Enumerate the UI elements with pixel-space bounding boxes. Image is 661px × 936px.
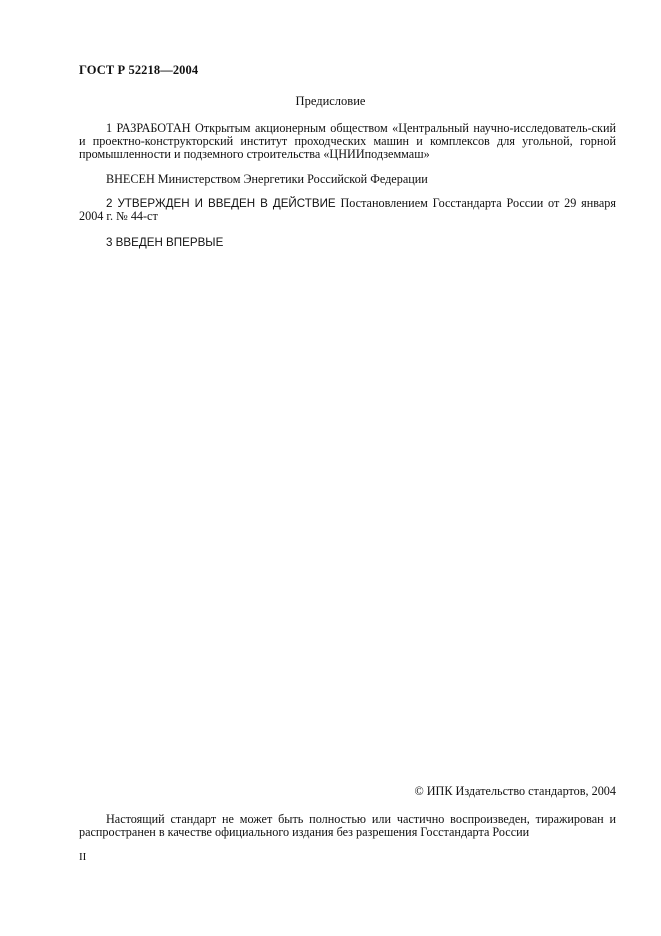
paragraph-text: Открытым акционерным обществом «Центральный научно-исследователь-ский и проектно-конструкторский институт проходческих машин и комплексов для угольной, горной промышленности и подземного строительства «ЦНИИподземмаш» — [79, 121, 616, 161]
paragraph-lead: 2 УТВЕРЖДЕН И ВВЕДЕН В ДЕЙСТВИЕ — [106, 197, 336, 210]
paragraph-submitted-by — [79, 173, 616, 186]
paragraph-approved — [79, 197, 616, 223]
section-title: Предисловие — [295, 94, 366, 108]
paragraph-lead: 3 ВВЕДЕН ВПЕРВЫЕ — [106, 236, 224, 249]
paragraph-developed-by — [79, 122, 616, 161]
paragraph-lead: 1 РАЗРАБОТАН — [106, 121, 191, 135]
paragraph-text: Постановлением Госстандарта России от 29 января 2004 г. № 44-ст — [79, 196, 616, 223]
page-number: II — [79, 851, 87, 863]
paragraph-text: Министерством Энергетики Российской Федерации — [154, 172, 428, 186]
paragraph-lead: ВНЕСЕН — [106, 172, 155, 186]
paragraph-first-introduced — [79, 236, 616, 249]
copyright-line: © ИПК Издательство стандартов, 2004 — [414, 784, 616, 798]
reproduction-notice: Настоящий стандарт не может быть полностью или частично воспроизведен, тиражирован и распространен в качестве официального издания без разрешения Госстандарта России — [79, 812, 616, 839]
document-code-header: ГОСТ Р 52218—2004 — [79, 63, 199, 77]
